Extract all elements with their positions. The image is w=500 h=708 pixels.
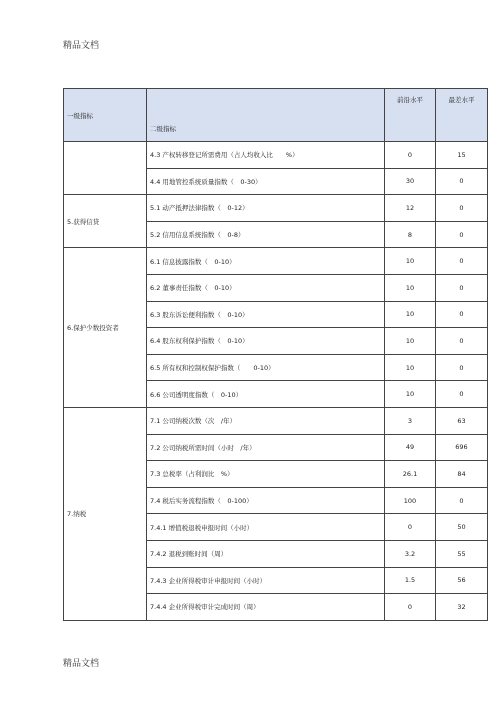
best-value-cell: 10 [385,301,436,328]
worst-value-cell: 50 [436,514,488,541]
indicator-cell: 5.1 动产抵押法律指数（ 0-12） [147,195,385,222]
table-row [64,407,488,434]
worst-value-cell: 0 [436,195,488,222]
best-value-cell: 0 [385,142,436,169]
worst-value-cell: 0 [436,487,488,514]
indicator-cell: 6.5 所有权和控制权保护指数（ 0-10） [147,354,385,381]
best-value-cell: 26.1 [385,461,436,488]
indicator-table [63,88,488,621]
indicator-cell: 6.4 股东权利保护指数（ 0-10） [147,328,385,355]
best-value-cell: 10 [385,274,436,301]
indicator-cell: 7.2 公司纳税所需时间（小时 /年） [147,434,385,461]
best-value-cell: 49 [385,434,436,461]
best-value-cell: 12 [385,195,436,222]
table-row [64,195,488,222]
best-value-cell: 3 [385,407,436,434]
worst-value-cell: 63 [436,407,488,434]
best-value-cell: 1.5 [385,567,436,594]
table-row [64,248,488,275]
best-value-cell: 10 [385,381,436,408]
worst-value-cell: 0 [436,301,488,328]
worst-value-cell: 55 [436,540,488,567]
worst-value-cell: 15 [436,142,488,169]
worst-value-cell: 0 [436,354,488,381]
best-value-cell: 100 [385,487,436,514]
best-value-cell: 10 [385,328,436,355]
worst-value-cell: 0 [436,274,488,301]
column-header-level2: 二级指标 [147,89,385,142]
column-header-level1: 一级指标 [64,89,147,142]
best-value-cell: 10 [385,248,436,275]
table-body [64,142,488,621]
worst-value-cell: 84 [436,461,488,488]
best-value-cell: 0 [385,514,436,541]
indicator-cell: 6.3 股东诉讼便利指数（ 0-10） [147,301,385,328]
indicator-cell: 4.3 产权转移登记所需费用（占人均收入比 %） [147,142,385,169]
worst-value-cell: 0 [436,248,488,275]
column-header-best: 前沿水平 [385,89,436,142]
worst-value-cell: 696 [436,434,488,461]
table-header-row [64,89,488,142]
category-cell [64,142,147,195]
table-row [64,142,488,169]
best-value-cell: 8 [385,221,436,248]
indicator-cell: 7.1 公司纳税次数（次 /年） [147,407,385,434]
indicator-cell: 7.4.2 退税到账时间（周） [147,540,385,567]
indicator-cell: 6.1 信息披露指数（ 0-10） [147,248,385,275]
indicator-cell: 7.3 总税率（占利润比 %） [147,461,385,488]
indicator-cell: 6.2 董事责任指数（ 0-10） [147,274,385,301]
indicator-cell: 7.4 税后实务流程指数（ 0-100） [147,487,385,514]
indicator-cell: 7.4.3 企业所得税审计申报时间（小时） [147,567,385,594]
indicator-cell: 4.4 用地管控系统质量指数（ 0-30） [147,168,385,195]
worst-value-cell: 32 [436,594,488,621]
worst-value-cell: 0 [436,221,488,248]
worst-value-cell: 0 [436,168,488,195]
category-cell: 7.纳税 [64,407,147,620]
worst-value-cell: 0 [436,381,488,408]
worst-value-cell: 0 [436,328,488,355]
indicator-cell: 6.6 公司透明度指数（ 0-10） [147,381,385,408]
worst-value-cell: 56 [436,567,488,594]
indicator-cell: 7.4.4 企业所得税审计完成时间（周） [147,594,385,621]
page-footer-text: 精品文档 [63,659,100,669]
best-value-cell: 10 [385,354,436,381]
category-cell: 6.保护少数投资者 [64,248,147,408]
best-value-cell: 0 [385,594,436,621]
best-value-cell: 30 [385,168,436,195]
category-cell: 5.获得信贷 [64,195,147,248]
indicator-cell: 7.4.1 增值税退税申报时间（小时） [147,514,385,541]
column-header-worst: 最差水平 [436,89,488,142]
indicator-cell: 5.2 信用信息系统指数（ 0-8） [147,221,385,248]
best-value-cell: 3.2 [385,540,436,567]
page-header-text: 精品文档 [63,41,100,51]
